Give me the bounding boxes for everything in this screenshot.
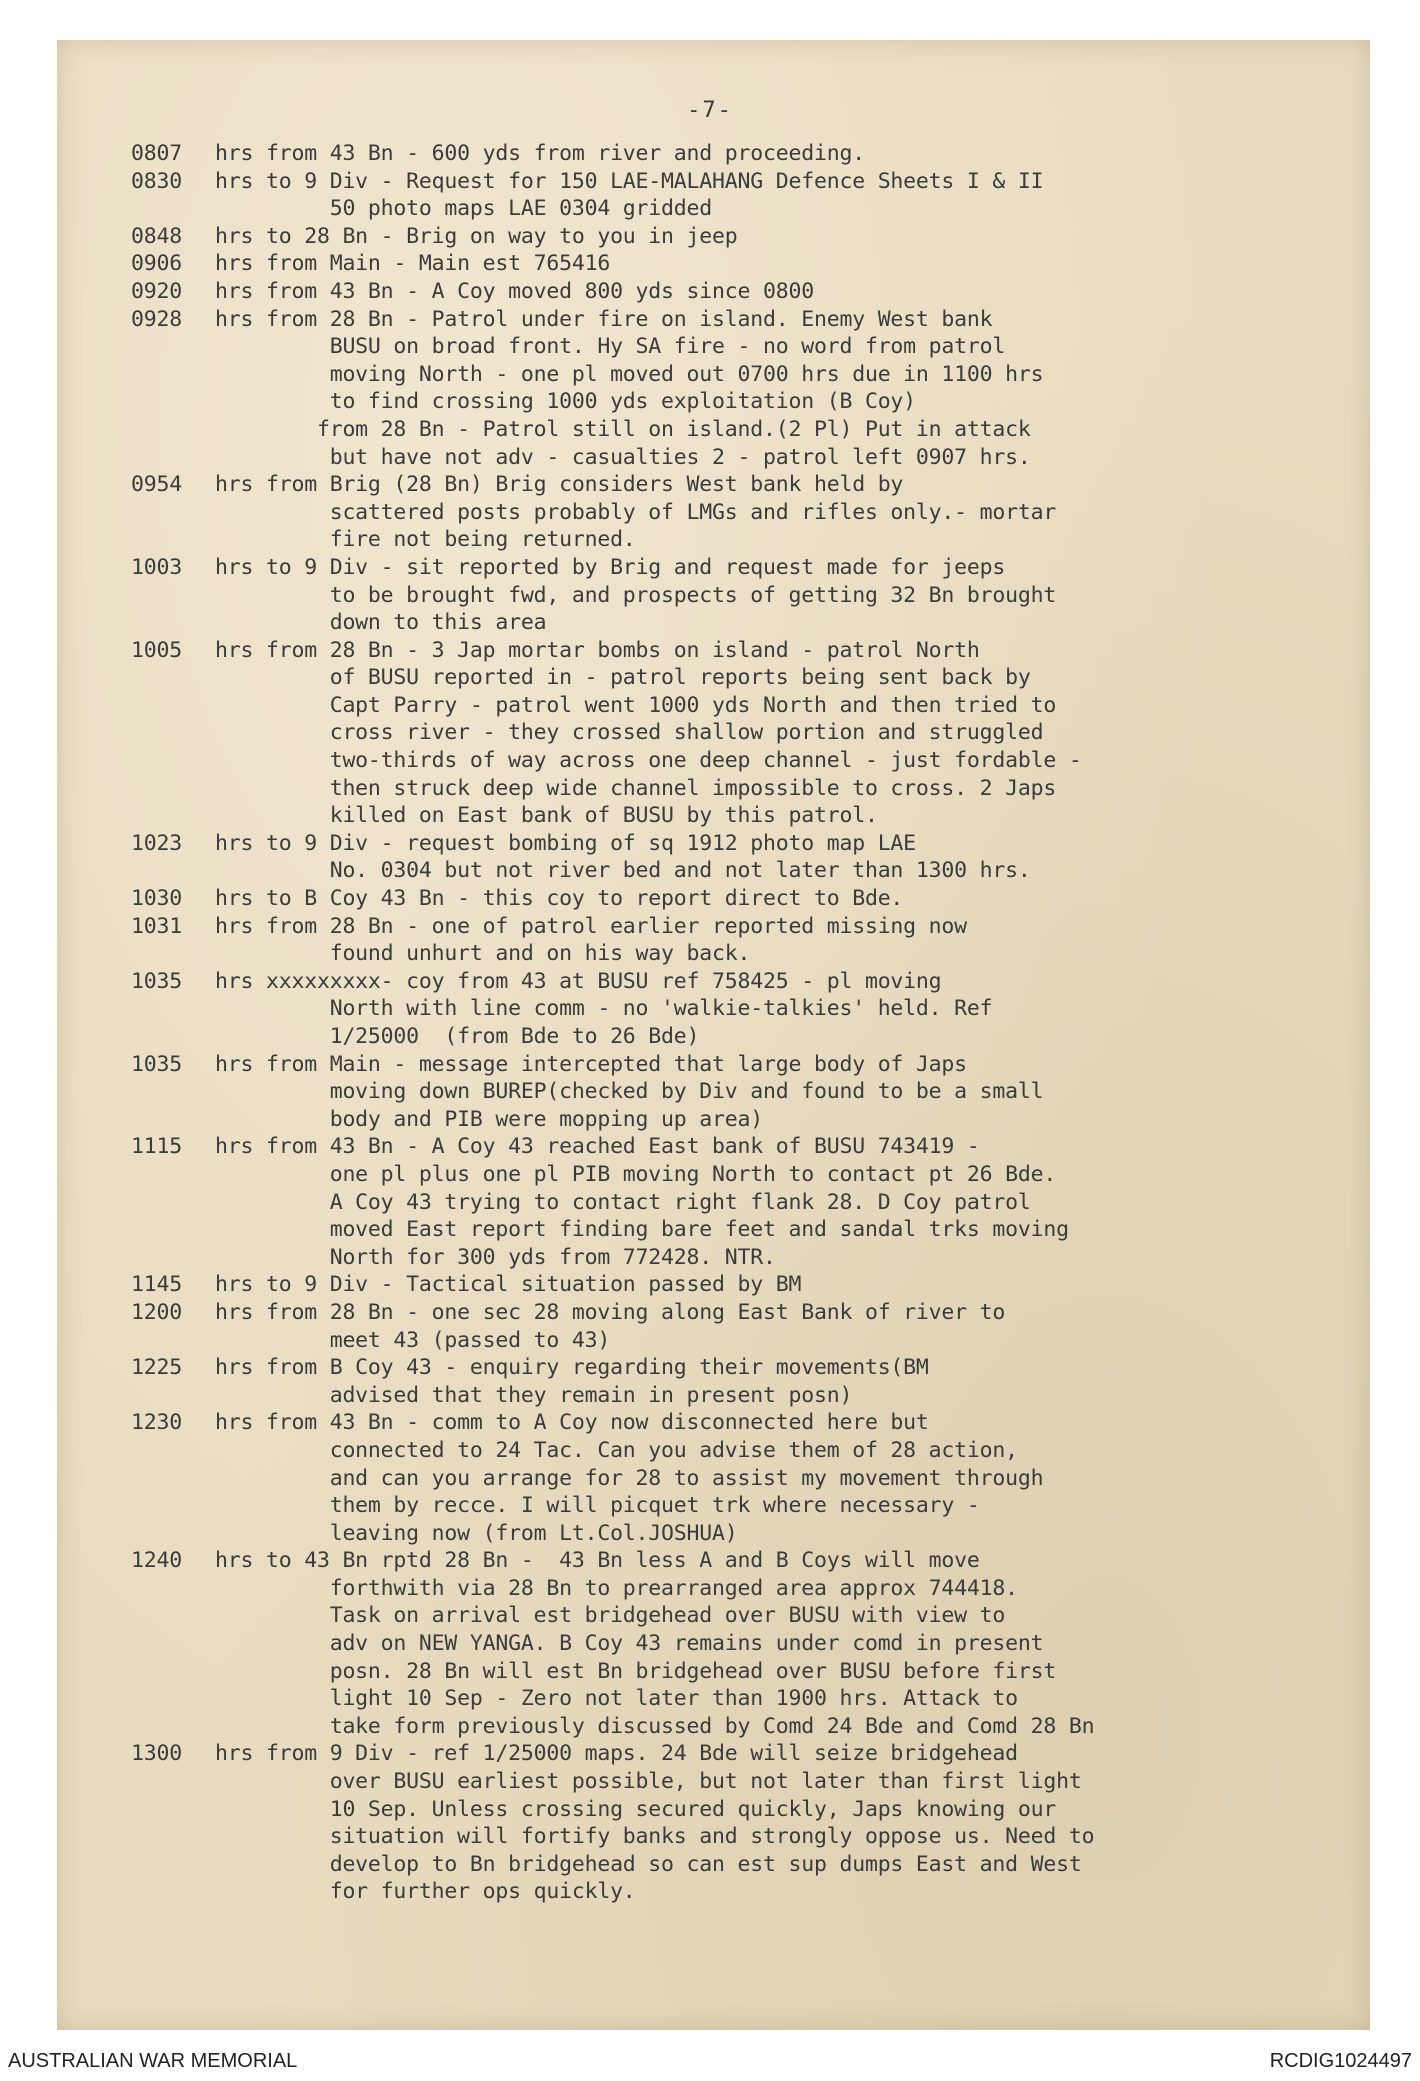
entry-body	[215, 554, 1341, 637]
entry-line: light 10 Sep - Zero not later than 1900 hrs. Attack to	[215, 1686, 1018, 1712]
entry-time: 1035	[131, 1051, 182, 1077]
entry-line: to find crossing 1000 yds exploitation (B Coy)	[215, 389, 916, 415]
entry-body	[215, 1740, 1341, 1906]
entry-line: forthwith via 28 Bn to prearranged area approx 744418.	[215, 1575, 1018, 1601]
log-entry	[131, 1133, 1341, 1271]
entry-body	[215, 168, 1341, 223]
entry-line: moving North - one pl moved out 0700 hrs due in 1100 hrs	[215, 361, 1044, 387]
entry-line: posn. 28 Bn will est Bn bridgehead over BUSU before first	[215, 1658, 1057, 1684]
log-entry	[131, 830, 1341, 885]
entry-body	[215, 968, 1341, 1051]
entry-time: 0848	[131, 223, 182, 249]
entry-time: 1115	[131, 1134, 182, 1160]
entry-line: for further ops quickly.	[215, 1879, 636, 1905]
entry-line: hrs from 43 Bn - A Coy 43 reached East bank of BUSU 743419 -	[215, 1134, 980, 1160]
entry-body	[215, 140, 1341, 168]
entry-line: 10 Sep. Unless crossing secured quickly, Japs knowing our	[215, 1796, 1057, 1822]
entry-line: hrs from 28 Bn - one sec 28 moving along East Bank of river to	[215, 1299, 1006, 1325]
entry-line: Capt Parry - patrol went 1000 yds North and then tried to	[215, 692, 1057, 718]
page-number: -7-	[687, 98, 733, 123]
entry-body	[215, 1354, 1341, 1409]
entry-line: hrs from Main - message intercepted that large body of Japs	[215, 1051, 967, 1077]
entry-line: hrs to 9 Div - Request for 150 LAE-MALAHANG Defence Sheets I & II	[215, 168, 1044, 194]
entry-line: to be brought fwd, and prospects of getting 32 Bn brought	[215, 582, 1057, 608]
log-entry	[131, 278, 1341, 306]
entry-line: killed on East bank of BUSU by this patrol.	[215, 803, 878, 829]
log-entry	[131, 913, 1341, 968]
entry-line: No. 0304 but not river bed and not later than 1300 hrs.	[215, 858, 1031, 884]
log-entry	[131, 1271, 1341, 1299]
entry-time: 0954	[131, 472, 182, 498]
entry-line: hrs to 9 Div - sit reported by Brig and request made for jeeps	[215, 554, 1006, 580]
log-entry	[131, 554, 1341, 637]
entry-line: North for 300 yds from 772428. NTR.	[215, 1244, 776, 1270]
entry-line: fire not being returned.	[215, 527, 636, 553]
entry-line: 50 photo maps LAE 0304 gridded	[215, 196, 713, 222]
entry-body	[215, 637, 1341, 830]
log-entry	[131, 1409, 1341, 1547]
entry-body	[215, 1051, 1341, 1134]
log-entry	[131, 968, 1341, 1051]
entry-line: moved East report finding bare feet and sandal trks moving	[215, 1217, 1069, 1243]
log-entry	[131, 250, 1341, 278]
entry-line: down to this area	[215, 610, 547, 636]
entry-line: one pl plus one pl PIB moving North to contact pt 26 Bde.	[215, 1161, 1057, 1187]
log-entry	[131, 637, 1341, 830]
entry-line: connected to 24 Tac. Can you advise them of 28 action,	[215, 1437, 1018, 1463]
log-entry	[131, 885, 1341, 913]
entry-line: two-thirds of way across one deep channel - just fordable -	[215, 748, 1082, 774]
log-entry	[131, 168, 1341, 223]
entry-line: scattered posts probably of LMGs and rifles only.- mortar	[215, 499, 1057, 525]
entry-body	[215, 250, 1341, 278]
entry-time: 0807	[131, 141, 182, 166]
entry-line: meet 43 (passed to 43)	[215, 1327, 611, 1353]
entry-line: hrs from 43 Bn - comm to A Coy now disconnected here but	[215, 1410, 929, 1436]
entry-line: situation will fortify banks and strongly oppose us. Need to	[215, 1824, 1095, 1850]
log-entry	[131, 471, 1341, 554]
entry-time: 1023	[131, 830, 182, 856]
entry-time: 0928	[131, 306, 182, 332]
entry-line: found unhurt and on his way back.	[215, 941, 751, 967]
entry-line: over BUSU earliest possible, but not later than first light	[215, 1769, 1082, 1795]
war-diary-log	[131, 140, 1341, 1906]
entry-line: hrs xxxxxxxxx- coy from 43 at BUSU ref 758425 - pl moving	[215, 968, 942, 994]
entry-line: hrs from 28 Bn - one of patrol earlier reported missing now	[215, 913, 967, 939]
footer-record-id: RCDIG1024497	[1269, 2050, 1412, 2072]
entry-line: 1/25000 (from Bde to 26 Bde)	[215, 1024, 700, 1049]
entry-line: hrs to 28 Bn - Brig on way to you in jeep	[215, 223, 738, 249]
entry-line: body and PIB were mopping up area)	[215, 1106, 763, 1132]
log-entry	[131, 1051, 1341, 1134]
entry-line: hrs from 9 Div - ref 1/25000 maps. 24 Bde will seize bridgehead	[215, 1741, 1018, 1767]
entry-body	[215, 471, 1341, 554]
entry-line: of BUSU reported in - patrol reports being sent back by	[215, 665, 1031, 691]
entry-time: 1145	[131, 1272, 182, 1298]
log-entry	[131, 1547, 1341, 1740]
entry-line: moving down BUREP(checked by Div and found to be a small	[215, 1079, 1044, 1105]
entry-line: hrs from B Coy 43 - enquiry regarding their movements(BM	[215, 1355, 929, 1381]
entry-time: 1225	[131, 1355, 182, 1381]
entry-line: hrs from 28 Bn - Patrol under fire on island. Enemy West bank	[215, 306, 993, 332]
entry-line: them by recce. I will picquet trk where necessary -	[215, 1493, 980, 1519]
entry-time: 0830	[131, 168, 182, 194]
entry-line: A Coy 43 trying to contact right flank 28. D Coy patrol	[215, 1189, 1031, 1215]
log-entry	[131, 306, 1341, 472]
entry-time: 0920	[131, 278, 182, 304]
entry-body	[215, 1409, 1341, 1547]
entry-time: 1240	[131, 1548, 182, 1574]
entry-time: 1030	[131, 886, 182, 912]
log-entry	[131, 1740, 1341, 1906]
entry-line: cross river - they crossed shallow portion and struggled	[215, 720, 1044, 746]
entry-body	[215, 1299, 1341, 1354]
entry-line: develop to Bn bridgehead so can est sup dumps East and West	[215, 1851, 1082, 1877]
entry-body	[215, 306, 1341, 472]
log-entry	[131, 1299, 1341, 1354]
entry-time: 1003	[131, 554, 182, 580]
entry-line: Task on arrival est bridgehead over BUSU with view to	[215, 1603, 1006, 1629]
entry-line: but have not adv - casualties 2 - patrol left 0907 hrs.	[215, 444, 1031, 470]
entry-line: hrs to 9 Div - request bombing of sq 1912 photo map LAE	[215, 830, 916, 856]
entry-line: North with line comm - no 'walkie-talkies' held. Ref	[215, 996, 993, 1022]
entry-time: 0906	[131, 251, 182, 277]
entry-body	[215, 885, 1341, 913]
log-entry	[131, 140, 1341, 168]
entry-line: hrs to B Coy 43 Bn - this coy to report direct to Bde.	[215, 886, 904, 912]
entry-body	[215, 1547, 1341, 1740]
entry-line: adv on NEW YANGA. B Coy 43 remains under comd in present	[215, 1631, 1044, 1657]
entry-body	[215, 913, 1341, 968]
entry-line: and can you arrange for 28 to assist my movement through	[215, 1465, 1044, 1491]
entry-line: advised that they remain in present posn)	[215, 1382, 853, 1408]
entry-body	[215, 830, 1341, 885]
log-entry	[131, 1354, 1341, 1409]
entry-line: hrs to 43 Bn rptd 28 Bn - 43 Bn less A and B Coys will move	[215, 1548, 980, 1574]
entry-time: 1300	[131, 1741, 182, 1767]
entry-body	[215, 1133, 1341, 1271]
entry-line: hrs from 28 Bn - 3 Jap mortar bombs on island - patrol North	[215, 637, 980, 663]
entry-line: hrs from Brig (28 Bn) Brig considers West bank held by	[215, 472, 904, 498]
entry-time: 1005	[131, 637, 182, 663]
footer-institution: AUSTRALIAN WAR MEMORIAL	[8, 2050, 298, 2072]
log-entry	[131, 223, 1341, 251]
entry-time: 1035	[131, 968, 182, 994]
entry-line: BUSU on broad front. Hy SA fire - no word from patrol	[215, 334, 1006, 360]
entry-line: from 28 Bn - Patrol still on island.(2 Pl) Put in attack	[215, 416, 1031, 442]
entry-line: hrs from Main - Main est 765416	[215, 251, 611, 277]
entry-body	[215, 278, 1341, 306]
entry-line: then struck deep wide channel impossible to cross. 2 Japs	[215, 775, 1057, 801]
entry-line: hrs to 9 Div - Tactical situation passed by BM	[215, 1272, 802, 1298]
entry-line: hrs from 43 Bn - 600 yds from river and proceeding.	[215, 141, 865, 166]
entry-line: leaving now (from Lt.Col.JOSHUA)	[215, 1520, 738, 1546]
entry-line: hrs from 43 Bn - A Coy moved 800 yds since 0800	[215, 278, 814, 304]
entry-time: 1230	[131, 1410, 182, 1436]
entry-time: 1200	[131, 1299, 182, 1325]
entry-time: 1031	[131, 913, 182, 939]
entry-body	[215, 223, 1341, 251]
entry-body	[215, 1271, 1341, 1299]
entry-line: take form previously discussed by Comd 24 Bde and Comd 28 Bn	[215, 1713, 1095, 1739]
